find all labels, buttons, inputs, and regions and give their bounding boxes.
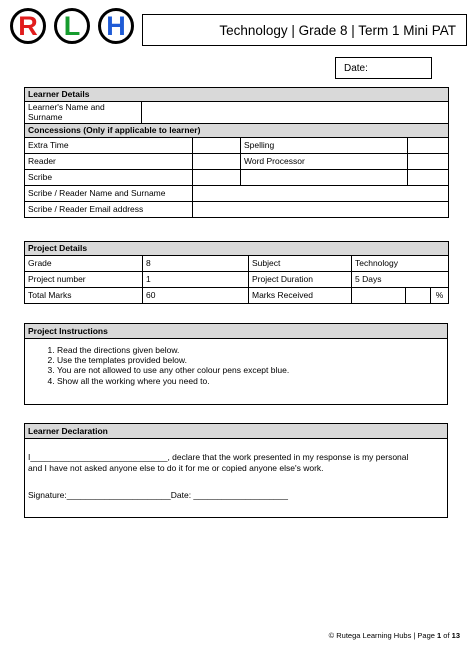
footer-page-of: of bbox=[441, 631, 452, 640]
scribe-name-label: Scribe / Reader Name and Surname bbox=[25, 186, 193, 202]
instruction-item: 3. You are not allowed to use any other colour pens except blue. bbox=[57, 365, 447, 375]
concession-reader-label: Reader bbox=[25, 154, 193, 170]
concession-word-processor-field[interactable] bbox=[408, 154, 449, 170]
document-title-box bbox=[142, 14, 467, 46]
logo-letter-h: H bbox=[98, 8, 134, 44]
date-label: Date: bbox=[344, 62, 368, 74]
learner-name-label: Learner's Name and Surname bbox=[25, 102, 142, 124]
concessions-heading: Concessions (Only if applicable to learner) bbox=[25, 124, 449, 138]
concession-extra-time-label: Extra Time bbox=[25, 138, 193, 154]
project-number-label: Project number bbox=[25, 272, 143, 288]
learner-declaration-heading: Learner Declaration bbox=[25, 424, 447, 439]
logo-letter-r: R bbox=[10, 8, 46, 44]
page-footer bbox=[270, 631, 460, 640]
concession-scribe-field[interactable] bbox=[193, 170, 241, 186]
concession-spelling-field[interactable] bbox=[408, 138, 449, 154]
learner-details-table bbox=[24, 87, 449, 218]
instruction-item: 2. Use the templates provided below. bbox=[57, 355, 447, 365]
declaration-line-1[interactable]: I_____________________________, declare that the work presented in my response is my personal bbox=[28, 452, 409, 462]
project-details-table bbox=[24, 241, 449, 304]
concession-scribe-label: Scribe bbox=[25, 170, 193, 186]
date-field[interactable] bbox=[335, 57, 432, 79]
subject-value: Technology bbox=[352, 256, 449, 272]
concession-empty-field[interactable] bbox=[408, 170, 449, 186]
logo-letter-l: L bbox=[54, 8, 90, 44]
project-duration-value: 5 Days bbox=[352, 272, 449, 288]
learner-declaration-section bbox=[24, 423, 448, 518]
footer-copyright: © Rutega Learning Hubs | Page bbox=[328, 631, 438, 640]
project-instructions-section bbox=[24, 323, 448, 405]
instruction-item: 1. Read the directions given below. bbox=[57, 345, 447, 355]
scribe-name-field[interactable] bbox=[193, 186, 449, 202]
project-duration-label: Project Duration bbox=[249, 272, 352, 288]
footer-page-total: 13 bbox=[451, 631, 460, 640]
percentage-field[interactable] bbox=[406, 288, 431, 304]
rlh-logo bbox=[10, 8, 136, 44]
learner-name-field[interactable] bbox=[142, 102, 449, 124]
marks-received-label: Marks Received bbox=[249, 288, 352, 304]
project-number-value: 1 bbox=[143, 272, 249, 288]
concession-reader-field[interactable] bbox=[193, 154, 241, 170]
concession-word-processor-label: Word Processor bbox=[241, 154, 408, 170]
footer-page-current: 1 bbox=[437, 631, 442, 640]
subject-label: Subject bbox=[249, 256, 352, 272]
total-marks-value: 60 bbox=[143, 288, 249, 304]
document-title: Technology | Grade 8 | Term 1 Mini PAT bbox=[219, 22, 456, 38]
marks-received-field[interactable] bbox=[352, 288, 406, 304]
declaration-line-2: and I have not asked anyone else to do it for me or copied anyone else's work. bbox=[28, 463, 324, 473]
scribe-email-label: Scribe / Reader Email address bbox=[25, 202, 193, 218]
concession-extra-time-field[interactable] bbox=[193, 138, 241, 154]
scribe-email-field[interactable] bbox=[193, 202, 449, 218]
percent-sign: % bbox=[431, 288, 449, 304]
grade-label: Grade bbox=[25, 256, 143, 272]
total-marks-label: Total Marks bbox=[25, 288, 143, 304]
grade-value: 8 bbox=[143, 256, 249, 272]
concession-empty-label bbox=[241, 170, 408, 186]
project-instructions-heading: Project Instructions bbox=[25, 324, 447, 339]
instructions-list bbox=[25, 339, 447, 386]
concession-spelling-label: Spelling bbox=[241, 138, 408, 154]
project-details-heading: Project Details bbox=[25, 242, 449, 256]
learner-details-heading: Learner Details bbox=[25, 88, 449, 102]
instruction-item: 4. Show all the working where you need to. bbox=[57, 376, 447, 386]
signature-date-line[interactable]: Signature:______________________Date: ____________________ bbox=[28, 490, 288, 500]
